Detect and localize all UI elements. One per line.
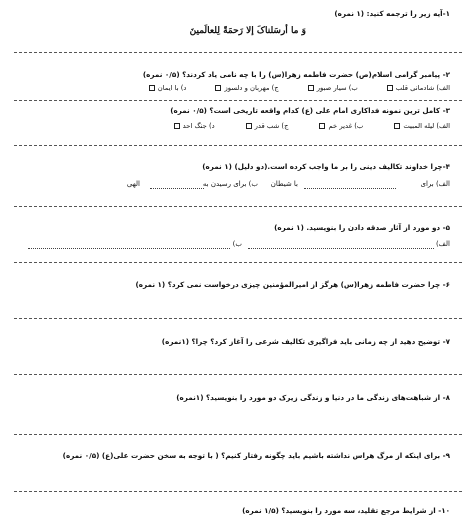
answer-line[interactable] [14,374,462,375]
divider [14,206,462,207]
q5-answer-b-label: ب) [232,240,242,248]
option-label: الف) شادمانی قلب [395,84,450,92]
divider [14,145,462,146]
q4-answer-b-suffix: الهی [126,180,140,188]
checkbox[interactable] [149,85,155,91]
option [245,122,289,130]
question-7: ۷- توضیح دهید از چه زمانی باید فراگیری تکالیف شرعی را آغاز کرد؟ چرا؟ (۱نمره) [161,337,450,346]
answer-blank[interactable] [248,248,434,249]
question-3-options [173,122,450,130]
answer-blank[interactable] [304,188,396,189]
answer-line[interactable] [14,318,462,319]
question-3: ۳- کامل ترین نمونه فداکاری امام علی (ع) کدام واقعه تاریخی است؟ (۰/۵ نمره) [170,106,450,115]
q5-answer-a-label: الف) [435,240,450,248]
q4-answer-a-suffix: با شیطان [270,180,298,188]
divider [14,52,462,53]
option-label: الف) لیله المبیت [403,122,450,130]
question-1: ۱-آیه زیر را ترجمه کنید: (۱ نمره) [334,9,450,18]
checkbox[interactable] [215,85,221,91]
option [214,84,278,92]
q4-answer-b-prefix: ب) برای رسیدن به [202,180,258,188]
option-label: ب) سیار صبور [316,84,358,92]
question-5: ۵- دو مورد از آثار صدقه دادن را بنویسید. (۱ نمره) [274,223,450,232]
option [307,84,358,92]
quran-verse: وَ ما أرسَلناکَ إلا رَحمَةً لِلعالَمینَ [189,26,306,36]
question-2: ۲- پیامبر گرامی اسلام(ص) حضرت فاطمه زهرا(س) را با چه نامی یاد کردند؟ (۰/۵ نمره) [142,70,450,79]
divider [14,100,462,101]
option-label: د) جنگ احد [182,122,215,130]
question-2-options [148,84,450,92]
checkbox[interactable] [394,123,400,129]
option-label: ج) مهربان و دلسوز [224,84,279,92]
question-8: ۸- از شباهت‌های زندگی ما در دنیا و زندگی زیرک دو مورد را بنویسید؟ (۱نمره) [176,393,450,402]
answer-blank[interactable] [150,188,204,189]
checkbox[interactable] [308,85,314,91]
answer-line[interactable] [14,434,462,435]
question-6: ۶- چرا حضرت فاطمه زهرا(س) هرگز از امیرالمؤمنین چیزی درخواست نمی کرد؟ (۱ نمره) [135,280,450,289]
option-label: د) با ایمان [157,84,187,92]
checkbox[interactable] [246,123,252,129]
option [173,122,215,130]
question-4: ۴-چرا خداوند تکالیف دینی را بر ما واجب کرده است.(دو دلیل) (۱ نمره) [202,162,450,171]
question-10: ۱۰- از شرایط مرجع تقلید، سه مورد را بنویسید؟ (۱/۵ نمره) [242,506,450,515]
question-9: ۹- برای اینکه از مرگ هراس نداشته باشیم باید چگونه رفتار کنیم؟ ( با توجه به سخن حضرت علی(ع) (۰/۵ نمره) [62,451,450,460]
option [386,84,450,92]
answer-blank[interactable] [28,248,230,249]
q4-answer-a-prefix: الف) برای [420,180,450,188]
checkbox[interactable] [319,123,325,129]
option [318,122,363,130]
checkbox[interactable] [174,123,180,129]
answer-line[interactable] [14,491,462,492]
checkbox[interactable] [387,85,393,91]
option [148,84,187,92]
option [393,122,450,130]
option-label: ب) غدیر خم [328,122,364,130]
divider [14,262,462,263]
option-label: ج) شب قدر [254,122,289,130]
